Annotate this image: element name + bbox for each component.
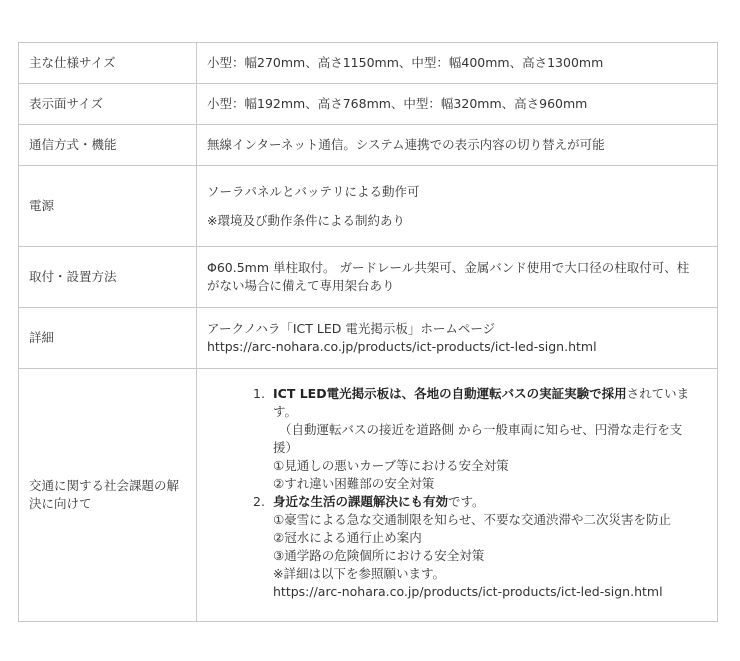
solutions-list: [253, 385, 707, 601]
social-label-line-1: 交通に関する社会課題の解: [29, 478, 180, 493]
item-1-sub-1: ①見通しの悪いカーブ等における安全対策: [273, 458, 509, 473]
row-label-detail: 詳細: [19, 308, 197, 369]
item-2-sub-1: ①豪雪による急な交通制限を知らせ、不要な交通渋滞や二次災害を防止: [273, 512, 671, 527]
item-1-rest-2: す。: [273, 404, 298, 419]
row-value-display: 小型：幅192mm、高さ768mm、中型：幅320mm、高さ960mm: [197, 84, 718, 125]
spec-table: [18, 42, 718, 622]
item-1-note-1: （自動運転バスの接近を道路側 から一般車両に知らせ、円滑な走行を支: [279, 422, 683, 437]
table-row-display: [19, 84, 718, 125]
detail-line-1: アークノハラ「ICT LED 電光掲示板」ホームページ: [207, 321, 496, 336]
table-row-power: [19, 166, 718, 247]
power-line-2: ※環境及び動作条件による制約あり: [207, 212, 405, 228]
item-1-rest-1: されていま: [626, 386, 690, 401]
item-2-sub-3: ③通学路の危険個所における安全対策: [273, 548, 485, 563]
item-2-sub-2: ②冠水による通行止め案内: [273, 530, 422, 545]
table-row-detail: [19, 308, 718, 369]
mount-line-1: Φ60.5mm 単柱取付。 ガードレール共架可、金属バンド使用で大口径の柱取付可、柱: [207, 260, 690, 275]
row-label-size: 主な仕様サイズ: [19, 43, 197, 84]
list-item: [253, 493, 707, 601]
item-1-bold: ICT LED電光掲示板は、各地の自動運転バスの実証実験で採用: [273, 386, 627, 401]
row-label-display: 表示面サイズ: [19, 84, 197, 125]
row-value-detail: [197, 308, 718, 369]
table-row-mount: [19, 247, 718, 308]
item-2-rest: です。: [448, 494, 485, 509]
row-label-power: 電源: [19, 166, 197, 247]
item-2-sub-4: ※詳細は以下を参照願います。: [273, 566, 445, 581]
social-label-line-2: 決に向けて: [29, 496, 92, 511]
item-2-bold: 身近な生活の課題解決にも有効: [273, 494, 449, 509]
list-item: [253, 385, 707, 493]
row-value-size: 小型：幅270mm、高さ1150mm、中型：幅400mm、高さ1300mm: [197, 43, 718, 84]
item-1-note-2: 援）: [273, 440, 299, 455]
row-label-comm: 通信方式・機能: [19, 125, 197, 166]
row-label-mount: 取付・設置方法: [19, 247, 197, 308]
row-value-comm: 無線インターネット通信。システム連携での表示内容の切り替えが可能: [197, 125, 718, 166]
table-row-comm: [19, 125, 718, 166]
list-number: 1.: [253, 386, 265, 401]
item-1-sub-2: ②すれ違い困難部の安全対策: [273, 476, 435, 491]
table-row-size: [19, 43, 718, 84]
item-2-url: https://arc-nohara.co.jp/products/ict-products/ict-led-sign.html: [273, 584, 663, 599]
detail-url: https://arc-nohara.co.jp/products/ict-products/ict-led-sign.html: [207, 339, 597, 354]
power-line-1: ソーラパネルとバッテリによる動作可: [207, 183, 420, 199]
row-value-social: [197, 369, 718, 622]
row-label-social: [19, 369, 197, 622]
list-number: 2.: [253, 494, 265, 509]
mount-line-2: がない場合に備えて専用架台あり: [207, 278, 395, 293]
row-value-mount: [197, 247, 718, 308]
row-value-power: [197, 166, 718, 247]
table-row-social: [19, 369, 718, 622]
